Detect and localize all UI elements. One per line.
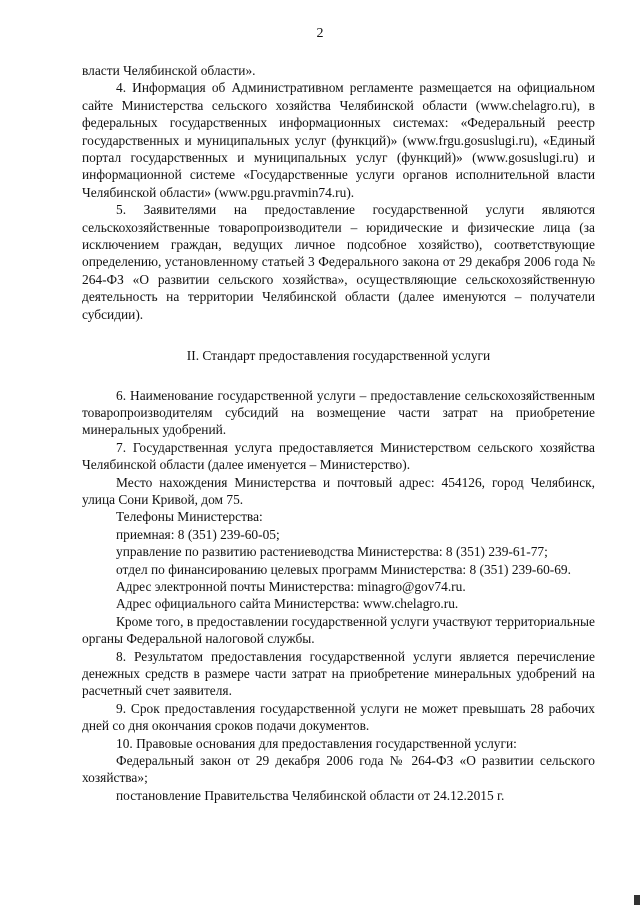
paragraph-9-term: 9. Срок предоставления государственной услуги не может превышать 28 рабочих дней со дня окончания сроков подачи документов. <box>82 700 595 734</box>
paragraph-phone-finance-dept: отдел по финансированию целевых программ Министерства: 8 (351) 239-60-69. <box>116 561 571 577</box>
paragraph-website: Адрес официального сайта Министерства: www.chelagro.ru. <box>116 596 459 612</box>
paragraph-7-ministry: 7. Государственная услуга предоставляется Министерством сельского хозяйства Челябинской области (далее именуется – Министерство). <box>82 439 595 473</box>
paragraph-tax-service: Кроме того, в предоставлении государственной услуги участвуют территориальные органы Федеральной налоговой службы. <box>82 613 595 647</box>
paragraph-phone-reception: приемная: 8 (351) 239-60-05; <box>116 526 280 542</box>
paragraph-6-service-name: 6. Наименование государственной услуги – предоставление сельскохозяйственным товаропроизводителям субсидий на возмещение части затрат на приобретение минеральных удобрений. <box>82 387 595 438</box>
paragraph-phone-crop-dept: управление по развитию растениеводства Министерства: 8 (351) 239-61-77; <box>116 544 548 560</box>
paragraph-continuation: власти Челябинской области». <box>82 63 256 78</box>
paragraph-address: Место нахождения Министерства и почтовый адрес: 454126, город Челябинск, улица Сони Кривой, дом 75. <box>82 474 595 507</box>
scan-artifact <box>634 895 640 905</box>
paragraph-8-result: 8. Результатом предоставления государственной услуги является перечисление денежных средств в размере части затрат на приобретение минеральных удобрений на расчетный счет заявителя. <box>82 648 595 699</box>
section-heading: II. Стандарт предоставления государственной услуги <box>186 348 491 364</box>
paragraph-email: Адрес электронной почты Министерства: minagro@gov74.ru. <box>116 578 466 594</box>
paragraph-phones-title: Телефоны Министерства: <box>116 509 263 525</box>
paragraph-5-applicants: 5. Заявителями на предоставление государственной услуги являются сельскохозяйственные товаропроизводители – юридические и физические лица (за исключением граждан, ведущих личное подсобное хозяйство), соответствующие определению, установленному статьей 3 Федерального закона от 29 декабря 2006 года № 264-ФЗ «О развитии сельского хозяйства», осуществляющие сельскохозяйственную деятельность на территории Челябинской области (далее именуются – получатели субсидии). <box>82 202 595 322</box>
page-number: 2 <box>316 26 324 41</box>
paragraph-government-decree: постановление Правительства Челябинской области от 24.12.2015 г. <box>116 787 505 803</box>
paragraph-federal-law: Федеральный закон от 29 декабря 2006 года № 264-ФЗ «О развитии сельского хозяйства»; <box>82 753 595 786</box>
document-body <box>82 62 595 804</box>
paragraph-10-legal-basis: 10. Правовые основания для предоставления государственной услуги: <box>116 735 517 751</box>
paragraph-4-information: 4. Информация об Административном регламенте размещается на официальном сайте Министерства сельского хозяйства Челябинской области (www.chelagro.ru), в федеральных государственных информационных системах: «Федеральный реестр государственных и муниципальных услуг (функций)» (www.frgu.gosuslugi.ru), «Единый портал государственных и муниципальных услуг (функций)» (www.gosuslugi.ru) и информационной системе «Государственные услуги органов исполнительной власти Челябинской области» (www.pgu.pravmin74.ru). <box>82 80 595 200</box>
